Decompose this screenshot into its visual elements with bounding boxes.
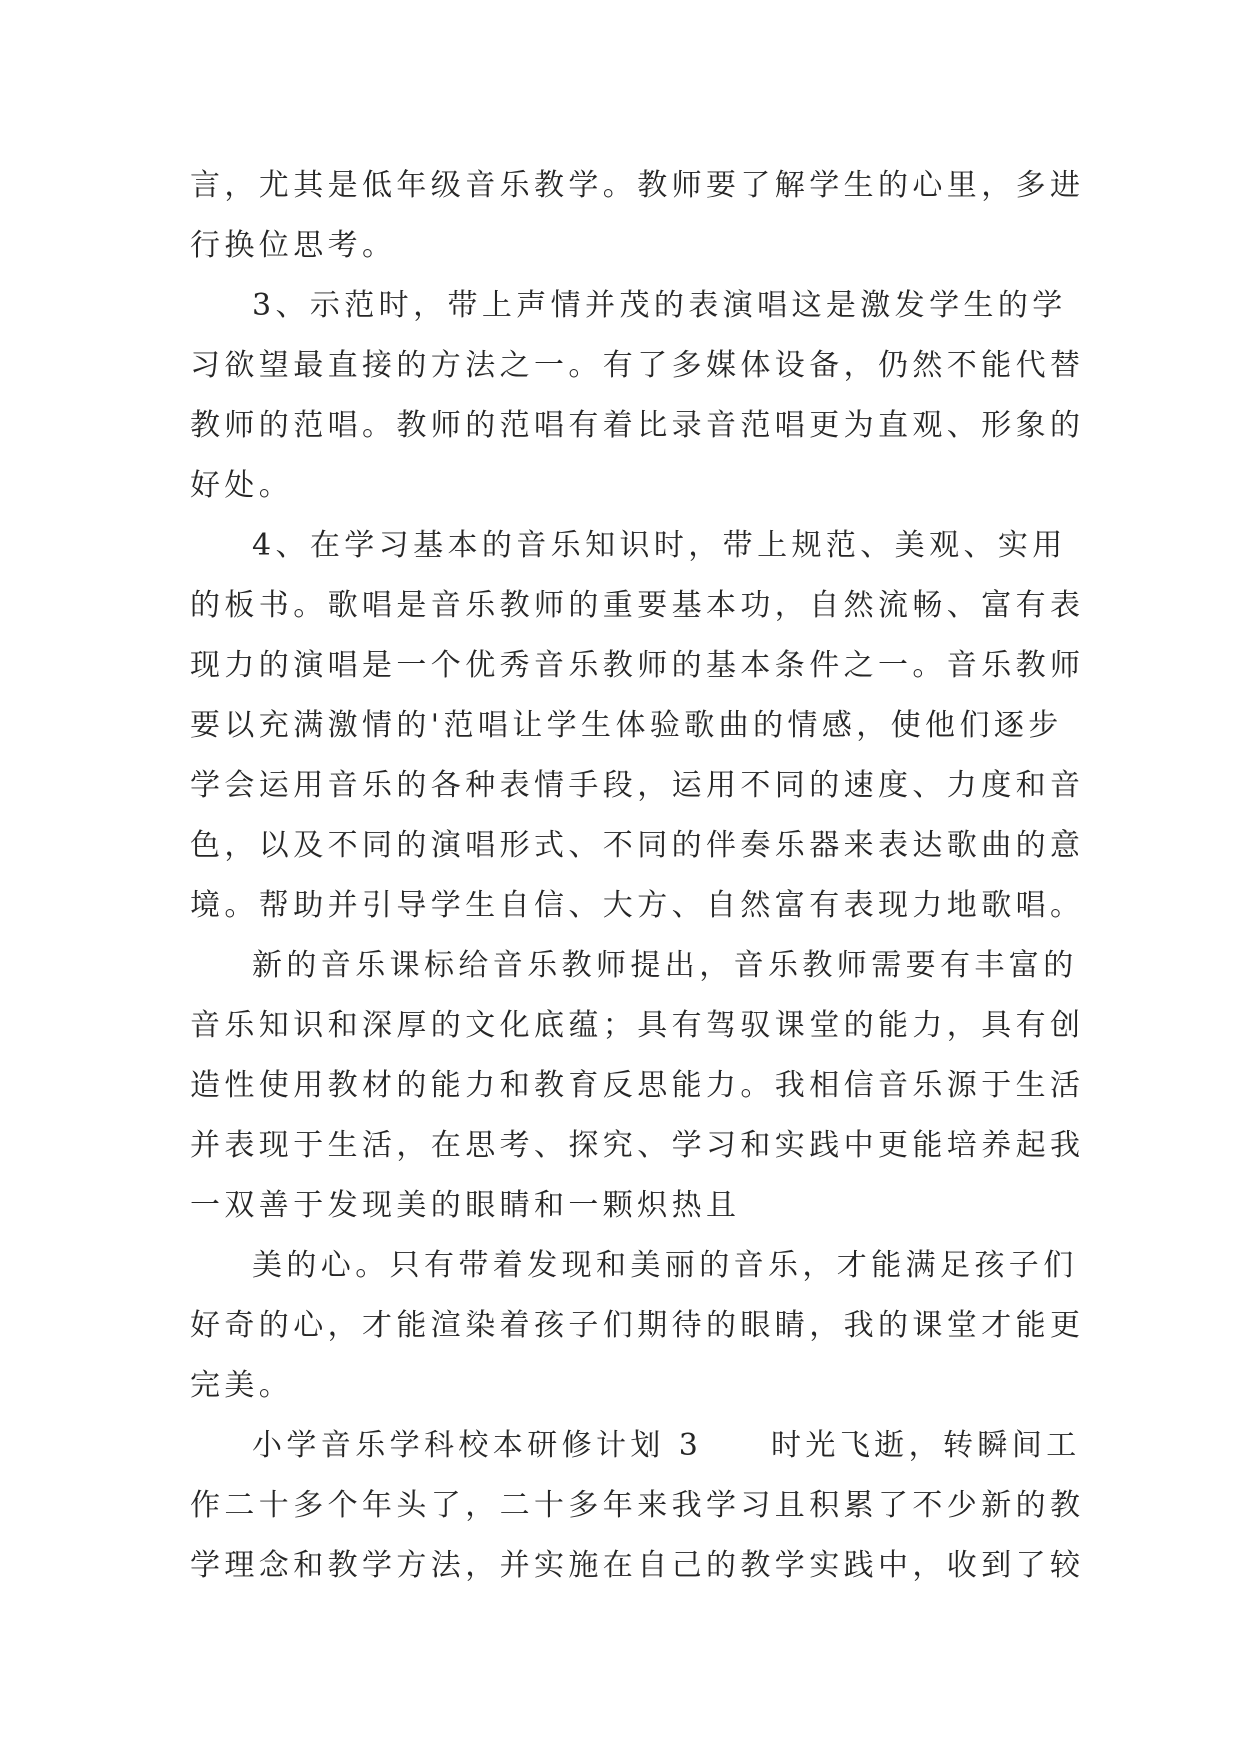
text-line: 学理念和教学方法，并实施在自己的教学实践中，收到了较 [190,1548,1085,1583]
text-line: 好奇的心，才能渲染着孩子们期待的眼睛，我的课堂才能更 [190,1308,1085,1343]
text-line: 美的心。只有带着发现和美丽的音乐，才能满足孩子们 [252,1248,1078,1283]
text-line: 并表现于生活，在思考、探究、学习和实践中更能培养起我 [190,1128,1085,1163]
text-line: 的板书。歌唱是音乐教师的重要基本功，自然流畅、富有表 [190,588,1085,623]
text-line: 学会运用音乐的各种表情手段，运用不同的速度、力度和音 [190,768,1085,803]
text-line: 4、在学习基本的音乐知识时，带上规范、美观、实用 [252,528,1067,563]
text-line: 教师的范唱。教师的范唱有着比录音范唱更为直观、形象的 [190,408,1085,443]
text-line: 好处。 [190,468,294,503]
text-line: 作二十多个年头了，二十多年来我学习且积累了不少新的教 [190,1488,1085,1523]
text-line: 境。帮助并引导学生自信、大方、自然富有表现力地歌唱。 [190,888,1085,923]
text-line: 现力的演唱是一个优秀音乐教师的基本条件之一。音乐教师 [190,648,1085,683]
text-line: 小学音乐学科校本研修计划 3 时光飞逝，转瞬间工 [252,1428,1081,1463]
text-line: 新的音乐课标给音乐教师提出，音乐教师需要有丰富的 [252,948,1078,983]
text-line: 完美。 [190,1368,294,1403]
text-line: 3、示范时，带上声情并茂的表演唱这是激发学生的学 [252,288,1067,323]
text-line: 言，尤其是低年级音乐教学。教师要了解学生的心里，多进 [190,168,1085,203]
text-line: 行换位思考。 [190,228,397,263]
text-line: 音乐知识和深厚的文化底蕴；具有驾驭课堂的能力，具有创 [190,1008,1085,1043]
text-line: 造性使用教材的能力和教育反思能力。我相信音乐源于生活 [190,1068,1085,1103]
text-line: 一双善于发现美的眼睛和一颗炽热且 [190,1188,741,1223]
text-line: 习欲望最直接的方法之一。有了多媒体设备，仍然不能代替 [190,348,1085,383]
text-line: 色，以及不同的演唱形式、不同的伴奏乐器来表达歌曲的意 [190,828,1085,863]
text-line: 要以充满激情的'范唱让学生体验歌曲的情感，使他们逐步 [190,708,1063,743]
